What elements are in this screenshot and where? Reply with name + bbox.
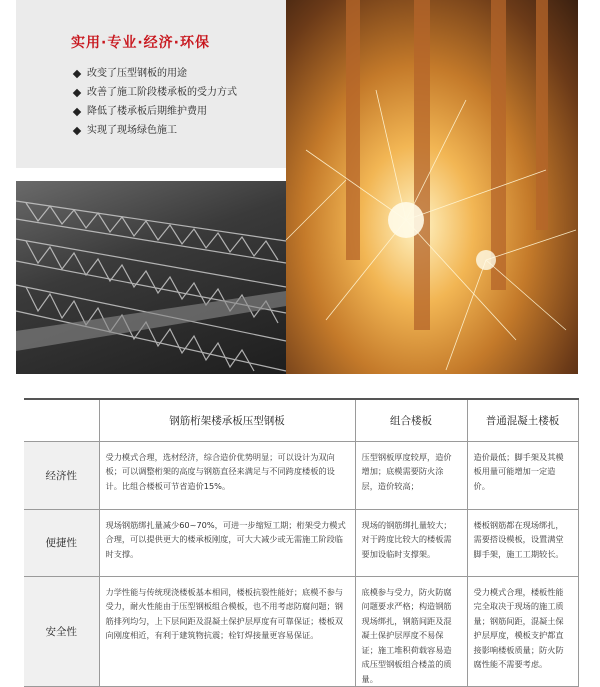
welding-photo bbox=[286, 0, 578, 374]
comparison-table bbox=[24, 398, 579, 687]
table-row bbox=[24, 441, 578, 509]
welding-sparks-illustration bbox=[286, 0, 578, 374]
steel-deck-photo bbox=[16, 181, 286, 374]
benefit-item: 改善了施工阶段楼承板的受力方式 bbox=[74, 83, 237, 102]
row-header: 便捷性 bbox=[24, 509, 99, 576]
column-header: 普通混凝土楼板 bbox=[467, 399, 578, 441]
table-cell: 现场钢筋绑扎量减少60~70%，可进一步缩短工期；桁架受力模式合理，可以提供更大的楼承板刚度，可大大减少或无需施工阶段临时支撑。 bbox=[99, 509, 355, 576]
table-cell: 造价最低；脚手架及其模板用量可能增加一定造价。 bbox=[467, 441, 578, 509]
table-row bbox=[24, 509, 578, 576]
diamond-bullet-icon bbox=[73, 126, 81, 134]
table-cell: 现场的钢筋绑扎量较大；对于跨度比较大的楼板需要加设临时支撑架。 bbox=[355, 509, 467, 576]
column-header: 钢筋桁架楼承板压型钢板 bbox=[99, 399, 355, 441]
table-cell: 力学性能与传统现浇楼板基本相同，楼板抗裂性能好；底模不参与受力，耐火性能由于压型钢板组合模板，也不用考虑防腐问题；钢筋排列均匀，上下层间距及混凝土保护层厚度有可靠保证；楼板双向刚度相近，有利于建筑物抗震；栓钉焊接量更容易保证。 bbox=[99, 576, 355, 687]
row-header: 安全性 bbox=[24, 576, 99, 687]
diamond-bullet-icon bbox=[73, 69, 81, 77]
benefit-item: 降低了楼承板后期维护费用 bbox=[74, 102, 237, 121]
column-header: 组合楼板 bbox=[355, 399, 467, 441]
benefit-list bbox=[74, 64, 237, 140]
table-cell: 受力模式合理，选材经济，综合造价优势明显；可以设计为双向板；可以调整桁架的高度与钢筋直径来满足与不同跨度楼板的设计。比组合楼板可节省造价15%。 bbox=[99, 441, 355, 509]
table-header-row bbox=[24, 399, 578, 441]
table-corner-cell bbox=[24, 399, 99, 441]
table-cell: 受力模式合理，楼板性能完全取决于现场的施工质量；钢筋间距，混凝土保护层厚度，模板支护都直接影响楼板质量；防火防腐性能不需要考虑。 bbox=[467, 576, 578, 687]
row-header: 经济性 bbox=[24, 441, 99, 509]
benefit-item: 改变了压型钢板的用途 bbox=[74, 64, 237, 83]
intro-panel bbox=[16, 0, 286, 168]
steel-deck-illustration bbox=[16, 181, 286, 374]
diamond-bullet-icon bbox=[73, 107, 81, 115]
table-cell: 压型钢板厚度较厚，造价增加；底模需要防火涂层，造价较高； bbox=[355, 441, 467, 509]
table-cell: 楼板钢筋都在现场绑扎，需要搭设模板，设置满堂脚手架，施工工期较长。 bbox=[467, 509, 578, 576]
diamond-bullet-icon bbox=[73, 88, 81, 96]
intro-title: 实用·专业·经济·环保 bbox=[71, 35, 210, 51]
benefit-item: 实现了现场绿色施工 bbox=[74, 121, 237, 140]
table-cell: 底模参与受力，防火防腐问题要求严格；构造钢筋现场绑扎，钢筋间距及混凝土保护层厚度不易保证；施工堆积荷载容易造成压型钢板组合楼盖的质量。 bbox=[355, 576, 467, 687]
table-row bbox=[24, 576, 578, 687]
